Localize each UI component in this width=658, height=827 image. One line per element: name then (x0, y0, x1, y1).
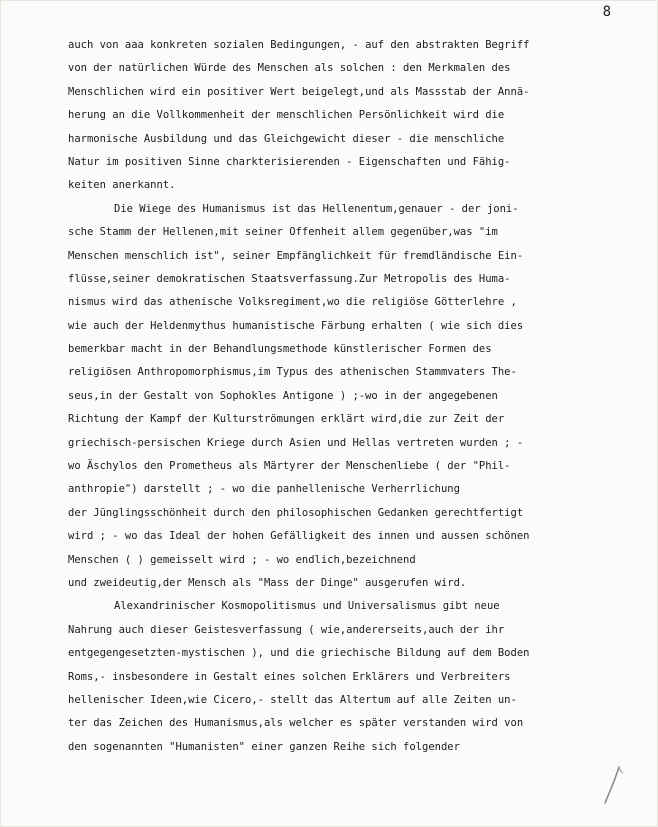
text-line: ter das Zeichen des Humanismus,als welcher es später verstanden wird von (68, 717, 524, 730)
text-line: Alexandrinischer Kosmopolitismus und Universalismus gibt neue (114, 600, 500, 613)
text-line: Nahrung auch dieser Geistesverfassung ( wie,andererseits,auch der ihr (68, 623, 505, 636)
text-line: entgegengesetzten-mystischen ), und die griechische Bildung auf dem Boden (68, 647, 530, 660)
page-number: 8 (602, 4, 611, 20)
text-line: sche Stamm der Hellenen,mit seiner Offenheit allem gegenüber,was "im (68, 226, 498, 239)
typed-body-text (68, 34, 613, 759)
text-line: harmonische Ausbildung und das Gleichgewicht dieser - die menschliche (68, 132, 505, 145)
text-line: von der natürlichen Würde des Menschen als solchen : den Merkmalen des (68, 62, 511, 75)
text-line: hellenischer Ideen,wie Cicero,- stellt das Altertum auf alle Zeiten un- (68, 693, 517, 706)
text-line: bemerkbar macht in der Behandlungsmethode künstlerischer Formen des (68, 343, 492, 356)
text-line: auch von aaa konkreten sozialen Bedingungen, - auf den abstrakten Begriff (68, 39, 530, 51)
text-line: Menschlichen wird ein positiver Wert beigelegt,und als Massstab der Annä- (68, 85, 530, 98)
text-line: Natur im positiven Sinne charkterisierenden - Eigenschaften und Fähig- (68, 155, 511, 168)
text-line: Richtung der Kampf der Kulturströmungen erklärt wird,die zur Zeit der (68, 413, 505, 426)
text-line: Menschen menschlich ist", seiner Empfänglichkeit für fremdländische Ein- (68, 249, 524, 262)
text-line: Die Wiege des Humanismus ist das Hellenentum,genauer - der joni- (114, 202, 519, 215)
text-line: flüsse,seiner demokratischen Staatsverfassung.Zur Metropolis des Huma- (68, 272, 511, 285)
text-line: keiten anerkannt. (68, 179, 176, 192)
text-line: nismus wird das athenische Volksregiment,wo die religiöse Götterlehre , (68, 296, 517, 309)
text-line: seus,in der Gestalt von Sophokles Antigone ) ;-wo in der angegebenen (68, 389, 498, 402)
text-line: Menschen ( ) gemeisselt wird ; - wo endlich,bezeichnend (68, 553, 416, 566)
text-line: den sogenannten "Humanisten" einer ganzen Reihe sich folgender (68, 740, 460, 753)
text-line: griechisch-persischen Kriege durch Asien und Hellas vertreten wurden ; - (68, 436, 524, 449)
text-line: der Jünglingsschönheit durch den philosophischen Gedanken gerechtfertigt (68, 506, 524, 519)
text-line: wo Äschylos den Prometheus als Märtyrer der Menschenliebe ( der "Phil- (68, 460, 511, 473)
text-line: und zweideutig,der Mensch als "Mass der Dinge" ausgerufen wird. (68, 576, 467, 589)
text-line: religiösen Anthropomorphismus,im Typus des athenischen Stammvaters The- (68, 366, 517, 379)
text-line: anthropie") darstellt ; - wo die panhellenische Verherrlichung (68, 483, 460, 496)
text-line: wird ; - wo das Ideal der hohen Gefälligkeit des innen und aussen schönen (68, 530, 530, 543)
text-line: Roms,- insbesondere in Gestalt eines solchen Erklärers und Verbreiters (68, 670, 511, 683)
text-line: wie auch der Heldenmythus humanistische Färbung erhalten ( wie sich dies (68, 319, 524, 332)
text-line: herung an die Vollkommenheit der menschlichen Persönlichkeit wird die (68, 109, 505, 122)
handwritten-pencil-mark (597, 763, 627, 807)
